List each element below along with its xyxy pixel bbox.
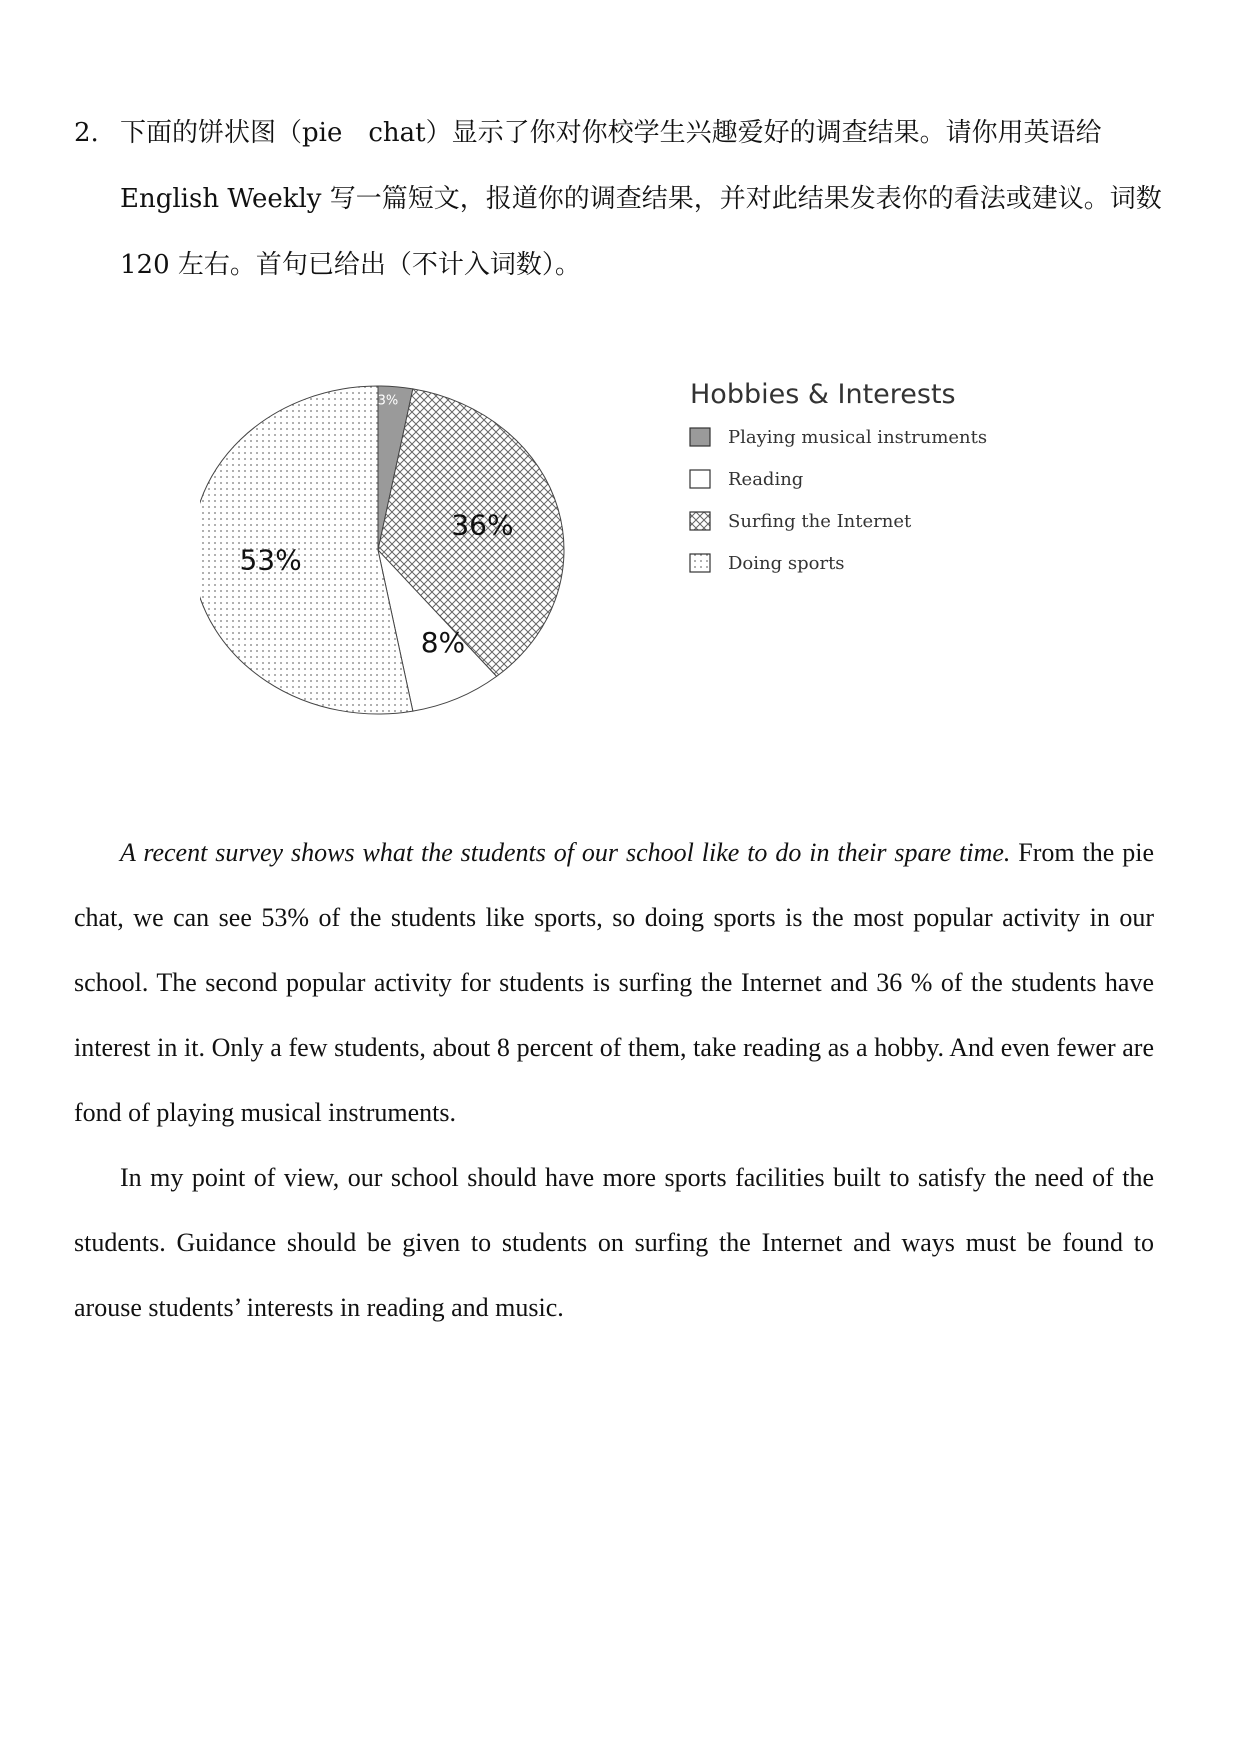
legend-swatch-reading [690, 470, 710, 488]
legend-swatch-surfing-the-internet [690, 512, 710, 530]
legend-swatch-playing-musical-instruments [690, 428, 710, 446]
question-text: 下面的饼状图（pie chat）显示了你对你校学生兴趣爱好的调查结果。请你用英语给 English Weekly 写一篇短文，报道你的调查结果，并对此结果发表你的看法或建议。词数 120 左右。首句已给出（不计入词数）。 [120, 118, 1162, 280]
pie-label-reading: 8% [420, 625, 466, 659]
legend-label-playing-musical-instruments: Playing musical instruments [728, 427, 988, 448]
essay-paragraph-2: In my point of view, our school should have more sports facilities built to satisfy the need of the students. Guidance should be given to students on surfing the Internet and ways must be found to arouse students’ interests in reading and music. [74, 1163, 1154, 1322]
pie-label-playing-musical-instruments: 3% [377, 393, 399, 409]
pie-label-surfing-the-internet: 36% [451, 508, 514, 542]
pie-chart [200, 360, 1060, 760]
legend-item-doing-sports [690, 553, 845, 574]
legend-label-surfing-the-internet: Surfing the Internet [728, 511, 912, 532]
legend-item-playing-musical-instruments [690, 427, 987, 448]
chart-title: Hobbies & Interests [690, 379, 956, 410]
legend-item-reading [690, 469, 803, 490]
pie-chart-figure [200, 360, 1060, 760]
legend-item-surfing-the-internet [690, 511, 912, 532]
question-number: 2. [74, 118, 99, 148]
essay-first-sentence: A recent survey shows what the students of our school like to do in their spare time. [120, 838, 1011, 867]
legend-label-doing-sports: Doing sports [728, 553, 845, 574]
essay-paragraph-1 [74, 820, 1154, 1145]
legend-swatch-doing-sports [690, 554, 710, 572]
legend-label-reading: Reading [728, 469, 804, 490]
pie-label-doing-sports: 53% [239, 543, 302, 577]
essay-paragraph-1-body: From the pie chat, we can see 53% of the students like sports, so doing sports is the most popular activity in our school. The second popular activity for students is surfing the Internet and 36 % of the students have interest in it. Only a few students, about 8 percent of them, take reading as a hobby. And even fewer are fond of playing musical instruments. [74, 838, 1154, 1127]
question-block [74, 100, 1174, 298]
essay [74, 820, 1154, 1340]
